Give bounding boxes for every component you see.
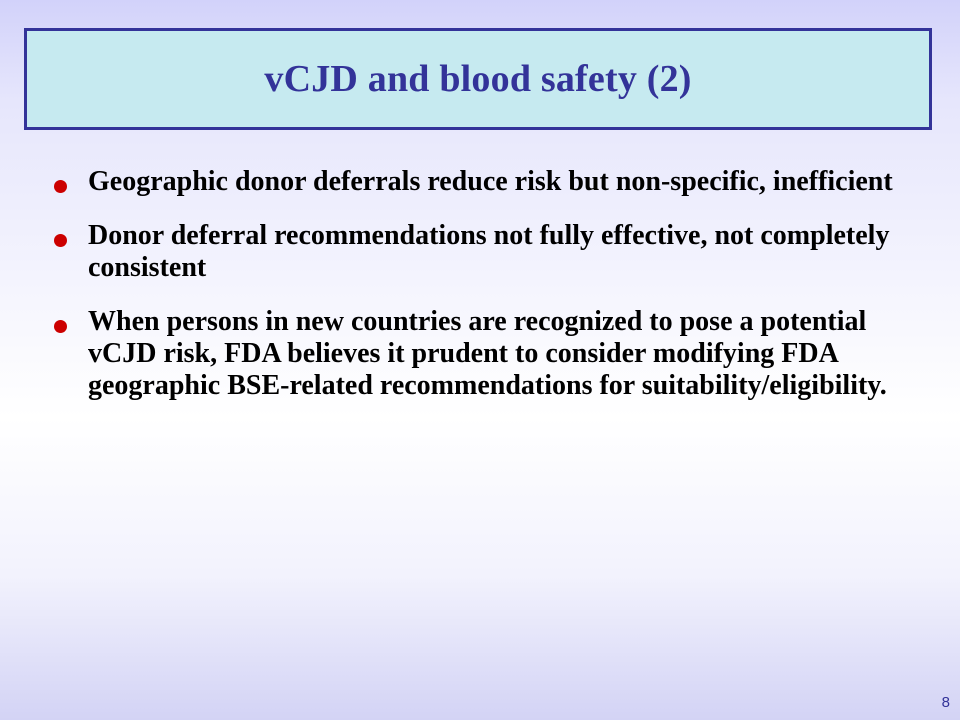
slide-number: 8 bbox=[941, 694, 950, 711]
bullet-dot-icon bbox=[54, 180, 67, 193]
bullet-text: When persons in new countries are recognized to pose a potential vCJD risk, FDA believes it prudent to consider modifying FDA geographic BSE-related recommendations for suitability/eligibility. bbox=[88, 306, 887, 401]
bullet-dot-icon bbox=[54, 320, 67, 333]
bullet-text: Donor deferral recommendations not fully effective, not completely consistent bbox=[88, 220, 890, 283]
slide-title-box bbox=[24, 28, 932, 130]
bullet-item bbox=[50, 306, 920, 402]
bullet-list bbox=[50, 166, 920, 424]
bullet-text: Geographic donor deferrals reduce risk but non-specific, inefficient bbox=[88, 166, 893, 197]
bullet-item bbox=[50, 166, 920, 198]
slide-title: vCJD and blood safety (2) bbox=[264, 58, 692, 100]
bullet-item bbox=[50, 220, 920, 284]
bullet-dot-icon bbox=[54, 234, 67, 247]
